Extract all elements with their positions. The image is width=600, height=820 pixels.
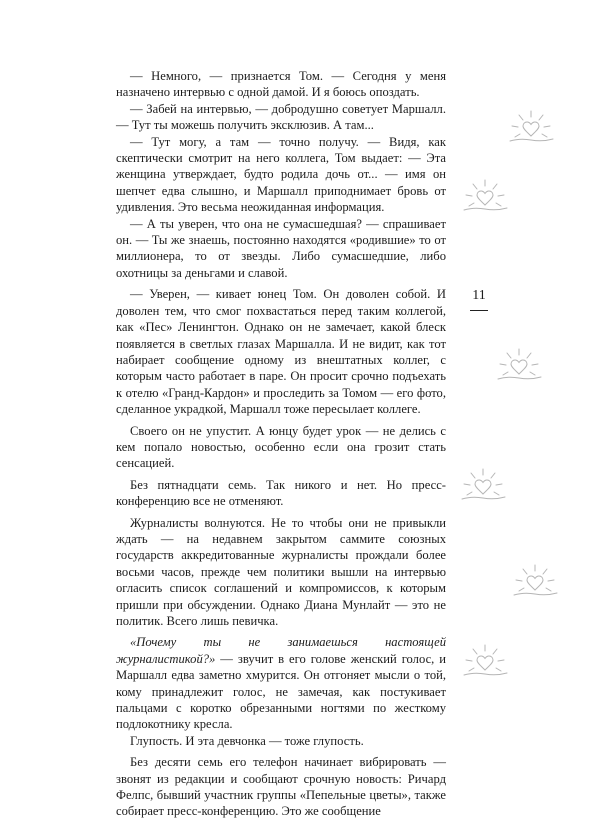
body-text [116, 68, 446, 820]
page-number-rule [470, 310, 488, 311]
page-number: 11 [472, 288, 486, 303]
paragraph: — Забей на интервью, — добродушно советует Маршалл. — Тут ты можешь получить эксклюзив. А там... [116, 101, 446, 133]
paragraph: — Тут могу, а там — точно получу. — Видя, как скептически смотрит на него коллега, Том выдает: — Эта женщина утверждает, будто родила дочь от... — имя он шепчет едва слышно, и Маршалл приподнимает бровь от удивления. Это весьма неожиданная информация. [116, 134, 446, 215]
paragraph-continuation: — звучит в его голове женский голос, и Маршалл едва заметно хмурится. Он отгоняет мысли о той, кому принадлежит голос, не замечая, как постукивает пальцами с коротко обрезанными ногтями по жесткому подлокотнику кресла. [116, 651, 446, 732]
paragraph: Своего он не упустит. А юнцу будет урок — не делись с кем попало новостью, особенно если она грозит стать сенсацией. [116, 423, 446, 471]
paragraph: — Немного, — признается Том. — Сегодня у меня назначено интервью с одной дамой. И я боюсь опоздать. [116, 69, 446, 100]
sun-heart-icon [460, 640, 510, 680]
paragraph: Без пятнадцати семь. Так никого и нет. Но пресс-конференцию все не отменяют. [116, 477, 446, 509]
paragraph: Журналисты волнуются. Не то чтобы они не привыкли ждать — на недавнем закрытом саммите союзных государств аккредитованные журналисты прождали более восьми часов, прежде чем политики вышли на интервью огласить список соглашений и компромиссов, к которым пришли при обсуждении. Однако Диана Мунлайт — это не политик. Всего лишь певичка. [116, 515, 446, 628]
paragraph: Без десяти семь его телефон начинает вибрировать — звонят из редакции и сообщают срочную новость: Ричард Фелпс, бывший участник группы «Пепельные цветы», также собирает пресс-конференцию. Это же сообщение [116, 755, 446, 819]
paragraph: — А ты уверен, что она не сумасшедшая? — спрашивает он. — Ты же знаешь, постоянно находятся «родившие» то от миллионера, то от звезды. Либо сумасшедшие, либо охотницы за деньгами и славой. [116, 216, 446, 280]
paragraph: — Уверен, — кивает юнец Том. Он доволен собой. И доволен тем, что смог похвастаться перед таким коллегой, как «Пес» Ленингтон. Однако он не замечает, какой блеск появляется в светлых глазах Маршалла. И не видит, как тот набирает сообщение одному из внештатных коллег, с которым часто работает в паре. Он просит срочно подъехать к отелю «Гранд-Кардон» и проследить за Томом — его фото, сделанное украдкой, Маршалл тоже пересылает коллеге. [116, 287, 446, 417]
paragraph: Глупость. И эта девчонка — тоже глупость. [130, 733, 364, 748]
sun-heart-icon [494, 344, 544, 384]
paragraph [116, 634, 446, 732]
sun-heart-icon [506, 106, 556, 146]
sun-heart-icon [460, 175, 510, 215]
italic-quote: «Почему ты не занимаешься настоящей журналистикой?» [116, 635, 446, 666]
sun-heart-icon [510, 560, 560, 600]
sun-heart-icon [458, 464, 508, 504]
